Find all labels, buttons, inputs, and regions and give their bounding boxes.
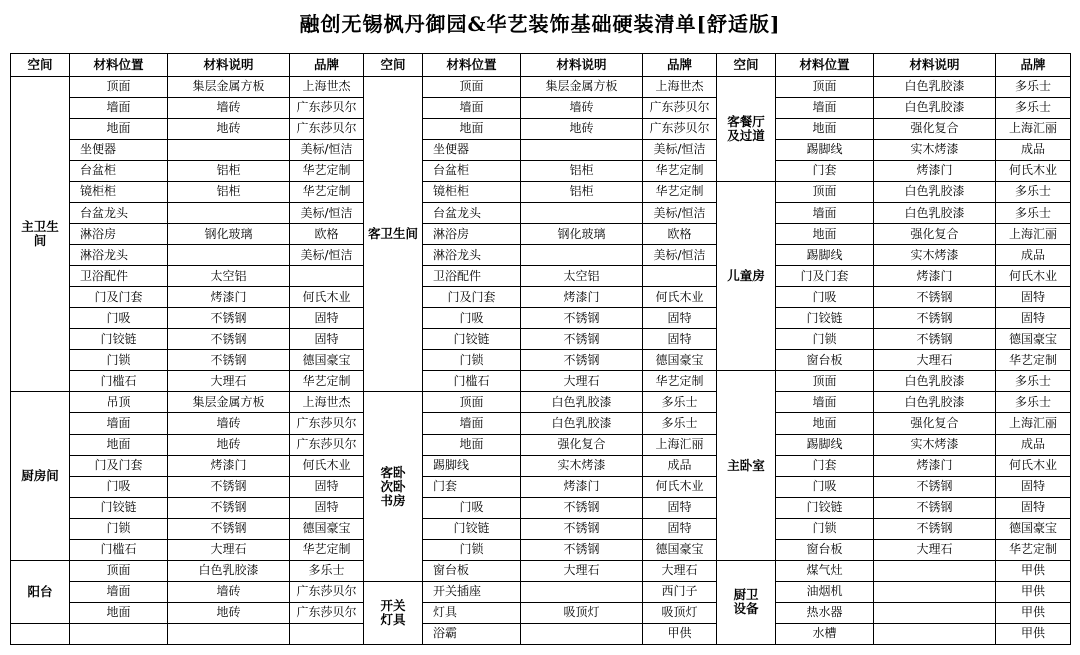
material-description: 实木烤漆 bbox=[874, 139, 996, 160]
material-description: 白色乳胶漆 bbox=[521, 392, 643, 413]
table-row bbox=[11, 266, 1071, 287]
space-label: 客卧 次卧 书房 bbox=[364, 392, 423, 581]
space-label: 阳台 bbox=[11, 560, 70, 623]
material-position: 门及门套 bbox=[70, 455, 168, 476]
brand: 华艺定制 bbox=[290, 539, 364, 560]
material-description bbox=[168, 623, 290, 644]
brand: 华艺定制 bbox=[643, 160, 717, 181]
material-position: 淋浴房 bbox=[70, 224, 168, 245]
material-description: 铝柜 bbox=[168, 160, 290, 181]
material-description: 不锈钢 bbox=[168, 476, 290, 497]
brand: 上海世杰 bbox=[290, 76, 364, 97]
material-position: 墙面 bbox=[776, 97, 874, 118]
material-position: 灯具 bbox=[423, 602, 521, 623]
material-position: 坐便器 bbox=[70, 139, 168, 160]
brand: 多乐士 bbox=[996, 97, 1071, 118]
material-description bbox=[874, 560, 996, 581]
brand: 多乐士 bbox=[643, 413, 717, 434]
brand: 广东莎贝尔 bbox=[290, 581, 364, 602]
material-description: 强化复合 bbox=[874, 224, 996, 245]
material-description: 铝柜 bbox=[521, 160, 643, 181]
table-row bbox=[11, 97, 1071, 118]
material-description: 不锈钢 bbox=[168, 518, 290, 539]
column-header: 品牌 bbox=[290, 54, 364, 77]
brand: 何氏木业 bbox=[643, 287, 717, 308]
material-description: 不锈钢 bbox=[521, 539, 643, 560]
material-description: 集层金属方板 bbox=[168, 76, 290, 97]
material-description bbox=[874, 581, 996, 602]
material-position: 顶面 bbox=[776, 371, 874, 392]
brand: 成品 bbox=[996, 245, 1071, 266]
brand: 固特 bbox=[643, 497, 717, 518]
table-row bbox=[11, 623, 1071, 644]
table-row bbox=[11, 371, 1071, 392]
material-position: 卫浴配件 bbox=[70, 266, 168, 287]
material-position: 门铰链 bbox=[70, 497, 168, 518]
material-description bbox=[521, 202, 643, 223]
brand: 甲供 bbox=[996, 623, 1071, 644]
material-position: 顶面 bbox=[70, 76, 168, 97]
brand: 固特 bbox=[996, 287, 1071, 308]
material-position: 台盆龙头 bbox=[70, 202, 168, 223]
brand: 西门子 bbox=[643, 581, 717, 602]
brand: 华艺定制 bbox=[996, 350, 1071, 371]
brand: 美标/恒洁 bbox=[290, 139, 364, 160]
brand: 吸顶灯 bbox=[643, 602, 717, 623]
material-position: 台盆柜 bbox=[423, 160, 521, 181]
material-position: 门锁 bbox=[776, 329, 874, 350]
brand: 美标/恒洁 bbox=[643, 245, 717, 266]
table-header-row bbox=[11, 54, 1071, 77]
table-row bbox=[11, 413, 1071, 434]
material-position: 地面 bbox=[776, 118, 874, 139]
table-row bbox=[11, 392, 1071, 413]
material-position: 门铰链 bbox=[776, 308, 874, 329]
material-position: 门铰链 bbox=[423, 518, 521, 539]
table-row bbox=[11, 245, 1071, 266]
material-description bbox=[521, 245, 643, 266]
table-row bbox=[11, 497, 1071, 518]
material-description: 不锈钢 bbox=[874, 497, 996, 518]
material-description: 实木烤漆 bbox=[874, 434, 996, 455]
brand: 何氏木业 bbox=[290, 455, 364, 476]
column-header: 品牌 bbox=[643, 54, 717, 77]
material-position: 地面 bbox=[776, 224, 874, 245]
column-header: 材料说明 bbox=[874, 54, 996, 77]
material-position: 开关插座 bbox=[423, 581, 521, 602]
material-description: 不锈钢 bbox=[874, 287, 996, 308]
table-row bbox=[11, 455, 1071, 476]
brand: 德国豪宝 bbox=[643, 539, 717, 560]
material-description: 烤漆门 bbox=[874, 160, 996, 181]
material-description: 大理石 bbox=[521, 371, 643, 392]
material-position: 门吸 bbox=[776, 287, 874, 308]
material-description: 白色乳胶漆 bbox=[874, 202, 996, 223]
material-description: 墙砖 bbox=[168, 413, 290, 434]
material-position: 窗台板 bbox=[423, 560, 521, 581]
material-position: 门吸 bbox=[423, 497, 521, 518]
material-description: 强化复合 bbox=[874, 413, 996, 434]
brand: 何氏木业 bbox=[996, 455, 1071, 476]
brand: 成品 bbox=[643, 455, 717, 476]
material-position: 门吸 bbox=[70, 308, 168, 329]
brand: 欧格 bbox=[290, 224, 364, 245]
material-position: 卫浴配件 bbox=[423, 266, 521, 287]
material-description: 不锈钢 bbox=[521, 518, 643, 539]
material-position: 门套 bbox=[776, 160, 874, 181]
column-header: 空间 bbox=[717, 54, 776, 77]
material-description: 白色乳胶漆 bbox=[521, 413, 643, 434]
material-position: 门锁 bbox=[776, 518, 874, 539]
material-position: 门锁 bbox=[70, 518, 168, 539]
material-position: 墙面 bbox=[70, 413, 168, 434]
material-position: 门吸 bbox=[776, 476, 874, 497]
material-description: 地砖 bbox=[168, 434, 290, 455]
column-header: 材料说明 bbox=[168, 54, 290, 77]
brand: 多乐士 bbox=[290, 560, 364, 581]
material-description: 钢化玻璃 bbox=[168, 224, 290, 245]
material-table bbox=[10, 53, 1071, 645]
brand: 华艺定制 bbox=[290, 160, 364, 181]
material-position: 门锁 bbox=[423, 350, 521, 371]
material-position: 墙面 bbox=[423, 413, 521, 434]
table-row bbox=[11, 581, 1071, 602]
material-position: 油烟机 bbox=[776, 581, 874, 602]
brand: 美标/恒洁 bbox=[290, 202, 364, 223]
material-description: 不锈钢 bbox=[874, 518, 996, 539]
brand: 上海汇丽 bbox=[643, 434, 717, 455]
material-position: 踢脚线 bbox=[776, 139, 874, 160]
material-description: 太空铝 bbox=[521, 266, 643, 287]
material-description: 烤漆门 bbox=[874, 455, 996, 476]
material-position: 踢脚线 bbox=[423, 455, 521, 476]
material-description: 大理石 bbox=[521, 560, 643, 581]
brand: 上海汇丽 bbox=[996, 118, 1071, 139]
table-row bbox=[11, 434, 1071, 455]
table-row bbox=[11, 118, 1071, 139]
space-label bbox=[11, 623, 70, 644]
material-position: 门及门套 bbox=[423, 287, 521, 308]
material-description: 不锈钢 bbox=[168, 497, 290, 518]
material-position: 吊顶 bbox=[70, 392, 168, 413]
material-position: 门铰链 bbox=[70, 329, 168, 350]
brand: 美标/恒洁 bbox=[290, 245, 364, 266]
material-position: 门套 bbox=[423, 476, 521, 497]
table-row bbox=[11, 560, 1071, 581]
table-row bbox=[11, 476, 1071, 497]
material-description: 烤漆门 bbox=[168, 455, 290, 476]
material-description: 大理石 bbox=[168, 539, 290, 560]
brand: 上海世杰 bbox=[643, 76, 717, 97]
brand: 德国豪宝 bbox=[996, 329, 1071, 350]
brand: 华艺定制 bbox=[996, 539, 1071, 560]
brand: 多乐士 bbox=[996, 76, 1071, 97]
material-description: 不锈钢 bbox=[168, 350, 290, 371]
material-description: 钢化玻璃 bbox=[521, 224, 643, 245]
material-description: 烤漆门 bbox=[874, 266, 996, 287]
material-description: 地砖 bbox=[521, 118, 643, 139]
brand: 美标/恒洁 bbox=[643, 139, 717, 160]
material-description: 不锈钢 bbox=[168, 308, 290, 329]
brand bbox=[290, 266, 364, 287]
space-label: 客餐厅 及过道 bbox=[717, 76, 776, 181]
brand: 何氏木业 bbox=[643, 476, 717, 497]
material-position: 顶面 bbox=[70, 560, 168, 581]
material-position: 窗台板 bbox=[776, 350, 874, 371]
brand: 成品 bbox=[996, 139, 1071, 160]
brand: 多乐士 bbox=[643, 392, 717, 413]
brand: 美标/恒洁 bbox=[643, 202, 717, 223]
brand: 固特 bbox=[290, 497, 364, 518]
brand: 广东莎贝尔 bbox=[643, 118, 717, 139]
space-label: 主卫生 间 bbox=[11, 76, 70, 392]
material-position: 台盆柜 bbox=[70, 160, 168, 181]
table-row bbox=[11, 518, 1071, 539]
table-row bbox=[11, 202, 1071, 223]
material-description: 白色乳胶漆 bbox=[874, 76, 996, 97]
table-row bbox=[11, 287, 1071, 308]
brand: 德国豪宝 bbox=[996, 518, 1071, 539]
brand: 多乐士 bbox=[996, 202, 1071, 223]
material-position: 墙面 bbox=[423, 97, 521, 118]
material-position: 淋浴龙头 bbox=[423, 245, 521, 266]
column-header: 空间 bbox=[364, 54, 423, 77]
material-description: 大理石 bbox=[874, 539, 996, 560]
material-description: 集层金属方板 bbox=[168, 392, 290, 413]
column-header: 材料位置 bbox=[776, 54, 874, 77]
material-description: 不锈钢 bbox=[521, 497, 643, 518]
brand: 甲供 bbox=[996, 602, 1071, 623]
brand: 华艺定制 bbox=[643, 371, 717, 392]
column-header: 材料说明 bbox=[521, 54, 643, 77]
material-position bbox=[70, 623, 168, 644]
material-description: 不锈钢 bbox=[874, 476, 996, 497]
material-position: 墙面 bbox=[776, 392, 874, 413]
material-description bbox=[874, 623, 996, 644]
material-position: 淋浴龙头 bbox=[70, 245, 168, 266]
material-description: 大理石 bbox=[874, 350, 996, 371]
material-description: 地砖 bbox=[168, 118, 290, 139]
material-position: 台盆龙头 bbox=[423, 202, 521, 223]
column-header: 材料位置 bbox=[70, 54, 168, 77]
material-position: 地面 bbox=[423, 118, 521, 139]
brand: 固特 bbox=[643, 518, 717, 539]
material-position: 顶面 bbox=[423, 392, 521, 413]
material-description bbox=[521, 581, 643, 602]
material-position: 门槛石 bbox=[70, 539, 168, 560]
material-description: 烤漆门 bbox=[168, 287, 290, 308]
material-description: 强化复合 bbox=[874, 118, 996, 139]
material-position: 镜柜柜 bbox=[70, 181, 168, 202]
material-description: 不锈钢 bbox=[521, 308, 643, 329]
material-position: 地面 bbox=[776, 413, 874, 434]
brand: 广东莎贝尔 bbox=[290, 413, 364, 434]
material-position: 门及门套 bbox=[776, 266, 874, 287]
brand: 广东莎贝尔 bbox=[290, 602, 364, 623]
material-description bbox=[874, 602, 996, 623]
material-position: 踢脚线 bbox=[776, 245, 874, 266]
material-description: 不锈钢 bbox=[521, 329, 643, 350]
brand: 欧格 bbox=[643, 224, 717, 245]
material-position: 顶面 bbox=[423, 76, 521, 97]
brand: 成品 bbox=[996, 434, 1071, 455]
material-description: 不锈钢 bbox=[874, 308, 996, 329]
material-description: 地砖 bbox=[168, 602, 290, 623]
material-position: 门铰链 bbox=[423, 329, 521, 350]
material-position: 地面 bbox=[70, 434, 168, 455]
material-position: 窗台板 bbox=[776, 539, 874, 560]
material-position: 门吸 bbox=[70, 476, 168, 497]
material-position: 坐便器 bbox=[423, 139, 521, 160]
material-position: 浴霸 bbox=[423, 623, 521, 644]
table-row bbox=[11, 329, 1071, 350]
material-description: 不锈钢 bbox=[521, 350, 643, 371]
material-description bbox=[521, 139, 643, 160]
material-description: 不锈钢 bbox=[874, 329, 996, 350]
material-description bbox=[168, 245, 290, 266]
table-row bbox=[11, 160, 1071, 181]
material-position: 顶面 bbox=[776, 181, 874, 202]
table-row bbox=[11, 602, 1071, 623]
space-label: 厨房间 bbox=[11, 392, 70, 560]
material-position: 门锁 bbox=[70, 350, 168, 371]
space-label: 主卧室 bbox=[717, 371, 776, 560]
page-title: 融创无锡枫丹御园&华艺装饰基础硬装清单[舒适版] bbox=[299, 12, 781, 36]
material-description: 不锈钢 bbox=[168, 329, 290, 350]
brand: 固特 bbox=[996, 497, 1071, 518]
material-position: 门铰链 bbox=[776, 497, 874, 518]
brand: 何氏木业 bbox=[290, 287, 364, 308]
material-position: 热水器 bbox=[776, 602, 874, 623]
material-description: 烤漆门 bbox=[521, 476, 643, 497]
brand: 固特 bbox=[643, 308, 717, 329]
material-description bbox=[168, 139, 290, 160]
material-position: 踢脚线 bbox=[776, 434, 874, 455]
brand: 德国豪宝 bbox=[290, 350, 364, 371]
space-label: 厨卫 设备 bbox=[717, 560, 776, 644]
material-position: 墙面 bbox=[776, 202, 874, 223]
material-description: 铝柜 bbox=[521, 181, 643, 202]
material-position: 地面 bbox=[70, 602, 168, 623]
brand: 固特 bbox=[996, 476, 1071, 497]
material-position: 门槛石 bbox=[423, 371, 521, 392]
table-row bbox=[11, 224, 1071, 245]
brand: 甲供 bbox=[643, 623, 717, 644]
table-row bbox=[11, 539, 1071, 560]
material-position: 煤气灶 bbox=[776, 560, 874, 581]
material-description: 墙砖 bbox=[168, 581, 290, 602]
table-row bbox=[11, 181, 1071, 202]
space-label: 开关 灯具 bbox=[364, 581, 423, 644]
material-description: 吸顶灯 bbox=[521, 602, 643, 623]
brand: 固特 bbox=[290, 308, 364, 329]
material-position: 镜柜柜 bbox=[423, 181, 521, 202]
brand: 广东莎贝尔 bbox=[290, 118, 364, 139]
brand: 上海汇丽 bbox=[996, 224, 1071, 245]
brand: 何氏木业 bbox=[996, 160, 1071, 181]
brand bbox=[290, 623, 364, 644]
material-description: 集层金属方板 bbox=[521, 76, 643, 97]
brand: 华艺定制 bbox=[643, 181, 717, 202]
material-position: 地面 bbox=[70, 118, 168, 139]
brand: 固特 bbox=[643, 329, 717, 350]
brand: 固特 bbox=[290, 329, 364, 350]
material-description: 铝柜 bbox=[168, 181, 290, 202]
table-row bbox=[11, 76, 1071, 97]
brand: 德国豪宝 bbox=[643, 350, 717, 371]
brand: 何氏木业 bbox=[996, 266, 1071, 287]
brand: 广东莎贝尔 bbox=[643, 97, 717, 118]
material-description: 白色乳胶漆 bbox=[874, 97, 996, 118]
material-description: 白色乳胶漆 bbox=[168, 560, 290, 581]
material-description: 大理石 bbox=[168, 371, 290, 392]
material-position: 门及门套 bbox=[70, 287, 168, 308]
material-description: 强化复合 bbox=[521, 434, 643, 455]
brand: 上海汇丽 bbox=[996, 413, 1071, 434]
brand: 德国豪宝 bbox=[290, 518, 364, 539]
brand: 多乐士 bbox=[996, 392, 1071, 413]
brand: 多乐士 bbox=[996, 371, 1071, 392]
brand bbox=[643, 266, 717, 287]
material-position: 门吸 bbox=[423, 308, 521, 329]
material-position: 水槽 bbox=[776, 623, 874, 644]
column-header: 材料位置 bbox=[423, 54, 521, 77]
table-row bbox=[11, 139, 1071, 160]
material-description: 白色乳胶漆 bbox=[874, 181, 996, 202]
brand: 广东莎贝尔 bbox=[290, 434, 364, 455]
material-position: 淋浴房 bbox=[423, 224, 521, 245]
material-position: 门锁 bbox=[423, 539, 521, 560]
material-position: 墙面 bbox=[70, 581, 168, 602]
material-position: 地面 bbox=[423, 434, 521, 455]
material-description: 烤漆门 bbox=[521, 287, 643, 308]
material-description: 实木烤漆 bbox=[874, 245, 996, 266]
brand: 广东莎贝尔 bbox=[290, 97, 364, 118]
material-description: 墙砖 bbox=[521, 97, 643, 118]
column-header: 空间 bbox=[11, 54, 70, 77]
column-header: 品牌 bbox=[996, 54, 1071, 77]
material-description bbox=[521, 623, 643, 644]
material-description: 墙砖 bbox=[168, 97, 290, 118]
material-position: 顶面 bbox=[776, 76, 874, 97]
space-label: 客卫生间 bbox=[364, 76, 423, 392]
brand: 甲供 bbox=[996, 581, 1071, 602]
brand: 固特 bbox=[996, 308, 1071, 329]
brand: 多乐士 bbox=[996, 181, 1071, 202]
material-position: 门槛石 bbox=[70, 371, 168, 392]
material-description: 太空铝 bbox=[168, 266, 290, 287]
brand: 固特 bbox=[290, 476, 364, 497]
material-description: 白色乳胶漆 bbox=[874, 371, 996, 392]
material-position: 墙面 bbox=[70, 97, 168, 118]
material-description bbox=[168, 202, 290, 223]
brand: 上海世杰 bbox=[290, 392, 364, 413]
table-row bbox=[11, 308, 1071, 329]
brand: 大理石 bbox=[643, 560, 717, 581]
material-position: 门套 bbox=[776, 455, 874, 476]
table-row bbox=[11, 350, 1071, 371]
table-body bbox=[11, 54, 1071, 645]
brand: 华艺定制 bbox=[290, 371, 364, 392]
material-description: 实木烤漆 bbox=[521, 455, 643, 476]
brand: 甲供 bbox=[996, 560, 1071, 581]
space-label: 儿童房 bbox=[717, 181, 776, 370]
material-description: 白色乳胶漆 bbox=[874, 392, 996, 413]
brand: 华艺定制 bbox=[290, 181, 364, 202]
